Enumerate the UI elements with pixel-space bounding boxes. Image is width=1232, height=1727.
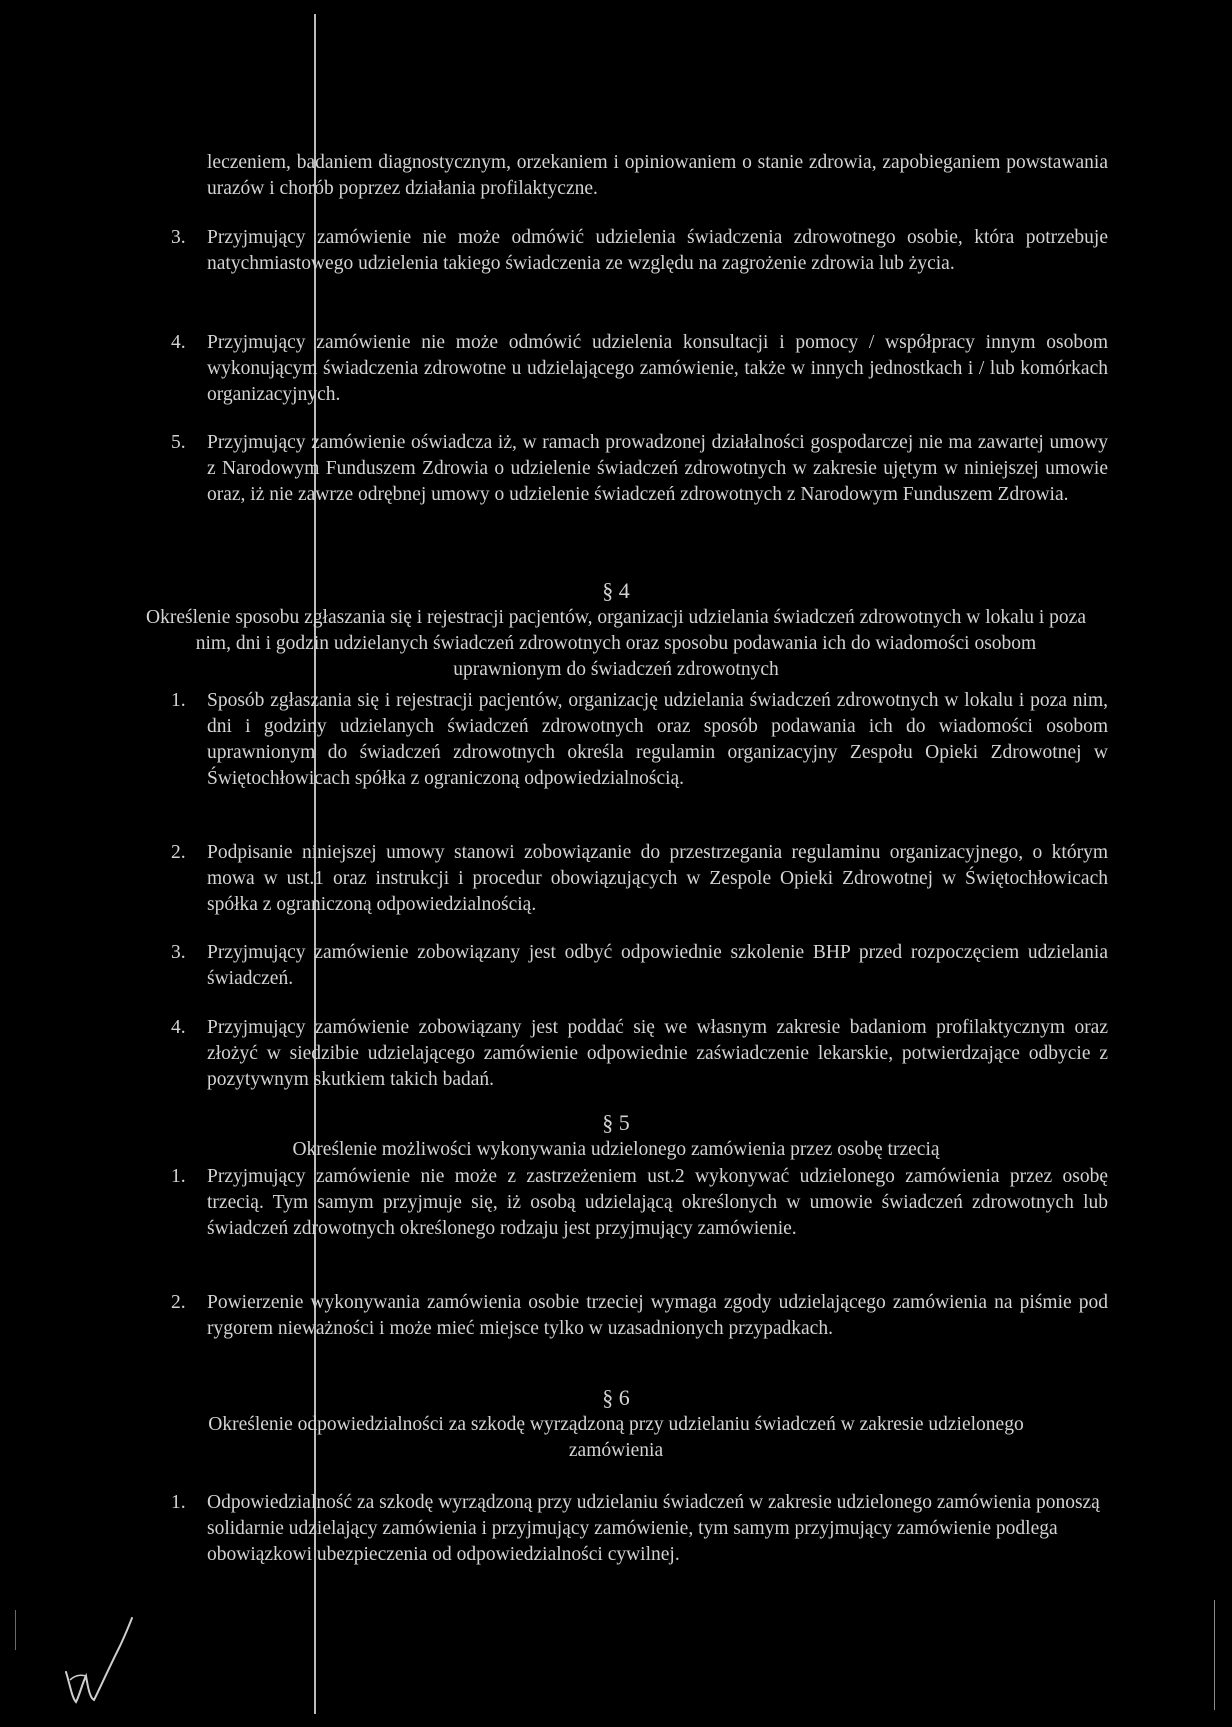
section5-item-2 bbox=[171, 1290, 1108, 1342]
section3-item-4 bbox=[171, 330, 1108, 408]
section4-item-1 bbox=[171, 688, 1108, 792]
section4-item-2 bbox=[171, 840, 1108, 918]
item-text: Przyjmujący zamówienie zobowiązany jest poddać się we własnym zakresie badaniom profilaktycznym oraz złożyć w siedzibie udzielającego zamówienie odpowiednie zaświadczenie lekarskie, potwierdzające odbycie z pozytywnym skutkiem takich badań. bbox=[207, 1017, 1108, 1090]
item-number: 4. bbox=[171, 1017, 186, 1038]
section5-symbol: § 5 bbox=[602, 1110, 630, 1135]
section4-item-4 bbox=[171, 1015, 1108, 1093]
item-text: Sposób zgłaszania się i rejestracji pacjentów, organizację udzielania świadczeń zdrowotnych w lokalu i poza nim, dni i godziny udzielanych świadczeń zdrowotnych oraz sposób podawania ich do wiadomości osobom uprawnionym do świadczeń zdrowotnych określa regulamin organizacyjny Zespołu Opieki Zdrowotnej w Świętochłowicach spółka z ograniczoną odpowiedzialnością. bbox=[207, 690, 1108, 789]
item-number: 2. bbox=[171, 842, 186, 863]
item-text: Odpowiedzialność za szkodę wyrządzoną przy udzielaniu świadczeń w zakresie udzielonego zamówienia ponoszą solidarnie udzielający zamówienia i przyjmujący zamówienie, tym samym przyjmujący zamówienie podlega obowiązkowi ubezpieczenia od odpowiedzialności cywilnej. bbox=[207, 1492, 1100, 1565]
item-text: Przyjmujący zamówienie zobowiązany jest odbyć odpowiednie szkolenie BHP przed rozpoczęciem udzielania świadczeń. bbox=[207, 942, 1108, 989]
item-number: 1. bbox=[171, 1492, 186, 1513]
section5-item-1 bbox=[171, 1164, 1108, 1242]
item-text: Przyjmujący zamówienie oświadcza iż, w ramach prowadzonej działalności gospodarczej nie ma zawartej umowy z Narodowym Funduszem Zdrowia o udzielenie świadczeń zdrowotnych w zakresie ujętym w niniejszej umowie oraz, iż nie zawrze odrębnej umowy o udzielenie świadczeń zdrowotnych z Narodowym Funduszem Zdrowia. bbox=[207, 432, 1108, 505]
section6-symbol: § 6 bbox=[602, 1385, 630, 1410]
item-number: 5. bbox=[171, 432, 186, 453]
intro-continuation: leczeniem, badaniem diagnostycznym, orzekaniem i opiniowaniem o stanie zdrowia, zapobieganiem powstawania urazów i chorób poprzez działania profilaktyczne. bbox=[207, 152, 1108, 199]
item-number: 3. bbox=[171, 227, 186, 248]
section6-title: Określenie odpowiedzialności za szkodę wyrządzoną przy udzielaniu świadczeń w zakresie udzielonego zamówienia bbox=[208, 1414, 1024, 1461]
item-number: 1. bbox=[171, 690, 186, 711]
section5-title: Określenie możliwości wykonywania udzielonego zamówienia przez osobę trzecią bbox=[292, 1139, 940, 1160]
item-text: Podpisanie niniejszej umowy stanowi zobowiązanie do przestrzegania regulaminu organizacyjnego, o którym mowa w ust.1 oraz instrukcji i procedur obowiązujących w Zespole Opieki Zdrowotnej w Świętochłowicach spółka z ograniczoną odpowiedzialnością. bbox=[207, 842, 1108, 915]
item-text: Przyjmujący zamówienie nie może odmówić udzielenia konsultacji i pomocy / współpracy innym osobom wykonującym świadczenia zdrowotne u udzielającego zamówienie, także w innych jednostkach i / lub komórkach organizacyjnych. bbox=[207, 332, 1108, 405]
section4-item-3 bbox=[171, 940, 1108, 992]
signature-initials-icon bbox=[60, 1610, 140, 1710]
section6-item-1 bbox=[171, 1490, 1108, 1568]
section4-symbol: § 4 bbox=[602, 578, 630, 603]
item-number: 1. bbox=[171, 1166, 186, 1187]
item-text: Przyjmujący zamówienie nie może odmówić udzielenia świadczenia zdrowotnego osobie, która potrzebuje natychmiastowego udzielenia takiego świadczenia ze względu na zagrożenie zdrowia lub życia. bbox=[207, 227, 1108, 274]
section4-title: Określenie sposobu zgłaszania się i rejestracji pacjentów, organizacji udzielania świadczeń zdrowotnych w lokalu i poza nim, dni i godzin udzielanych świadczeń zdrowotnych oraz sposobu podawania ich do wiadomości osobom uprawnionym do świadczeń zdrowotnych bbox=[146, 607, 1086, 680]
item-number: 3. bbox=[171, 942, 186, 963]
section3-item-5 bbox=[171, 430, 1108, 508]
scan-artifact-line-left bbox=[15, 1610, 16, 1650]
item-number: 2. bbox=[171, 1292, 186, 1313]
item-text: Przyjmujący zamówienie nie może z zastrzeżeniem ust.2 wykonywać udzielonego zamówienia przez osobę trzecią. Tym samym przyjmuje się, iż osobą udzielającą określonych w umowie świadczeń zdrowotnych lub świadczeń zdrowotnych określonego rodzaju jest przyjmujący zamówienie. bbox=[207, 1166, 1108, 1239]
scan-artifact-line-right bbox=[1214, 1600, 1215, 1710]
section3-item-3 bbox=[171, 225, 1108, 277]
item-number: 4. bbox=[171, 332, 186, 353]
item-text: Powierzenie wykonywania zamówienia osobie trzeciej wymaga zgody udzielającego zamówienia na piśmie pod rygorem nieważności i może mieć miejsce tylko w uzasadnionych przypadkach. bbox=[207, 1292, 1108, 1339]
